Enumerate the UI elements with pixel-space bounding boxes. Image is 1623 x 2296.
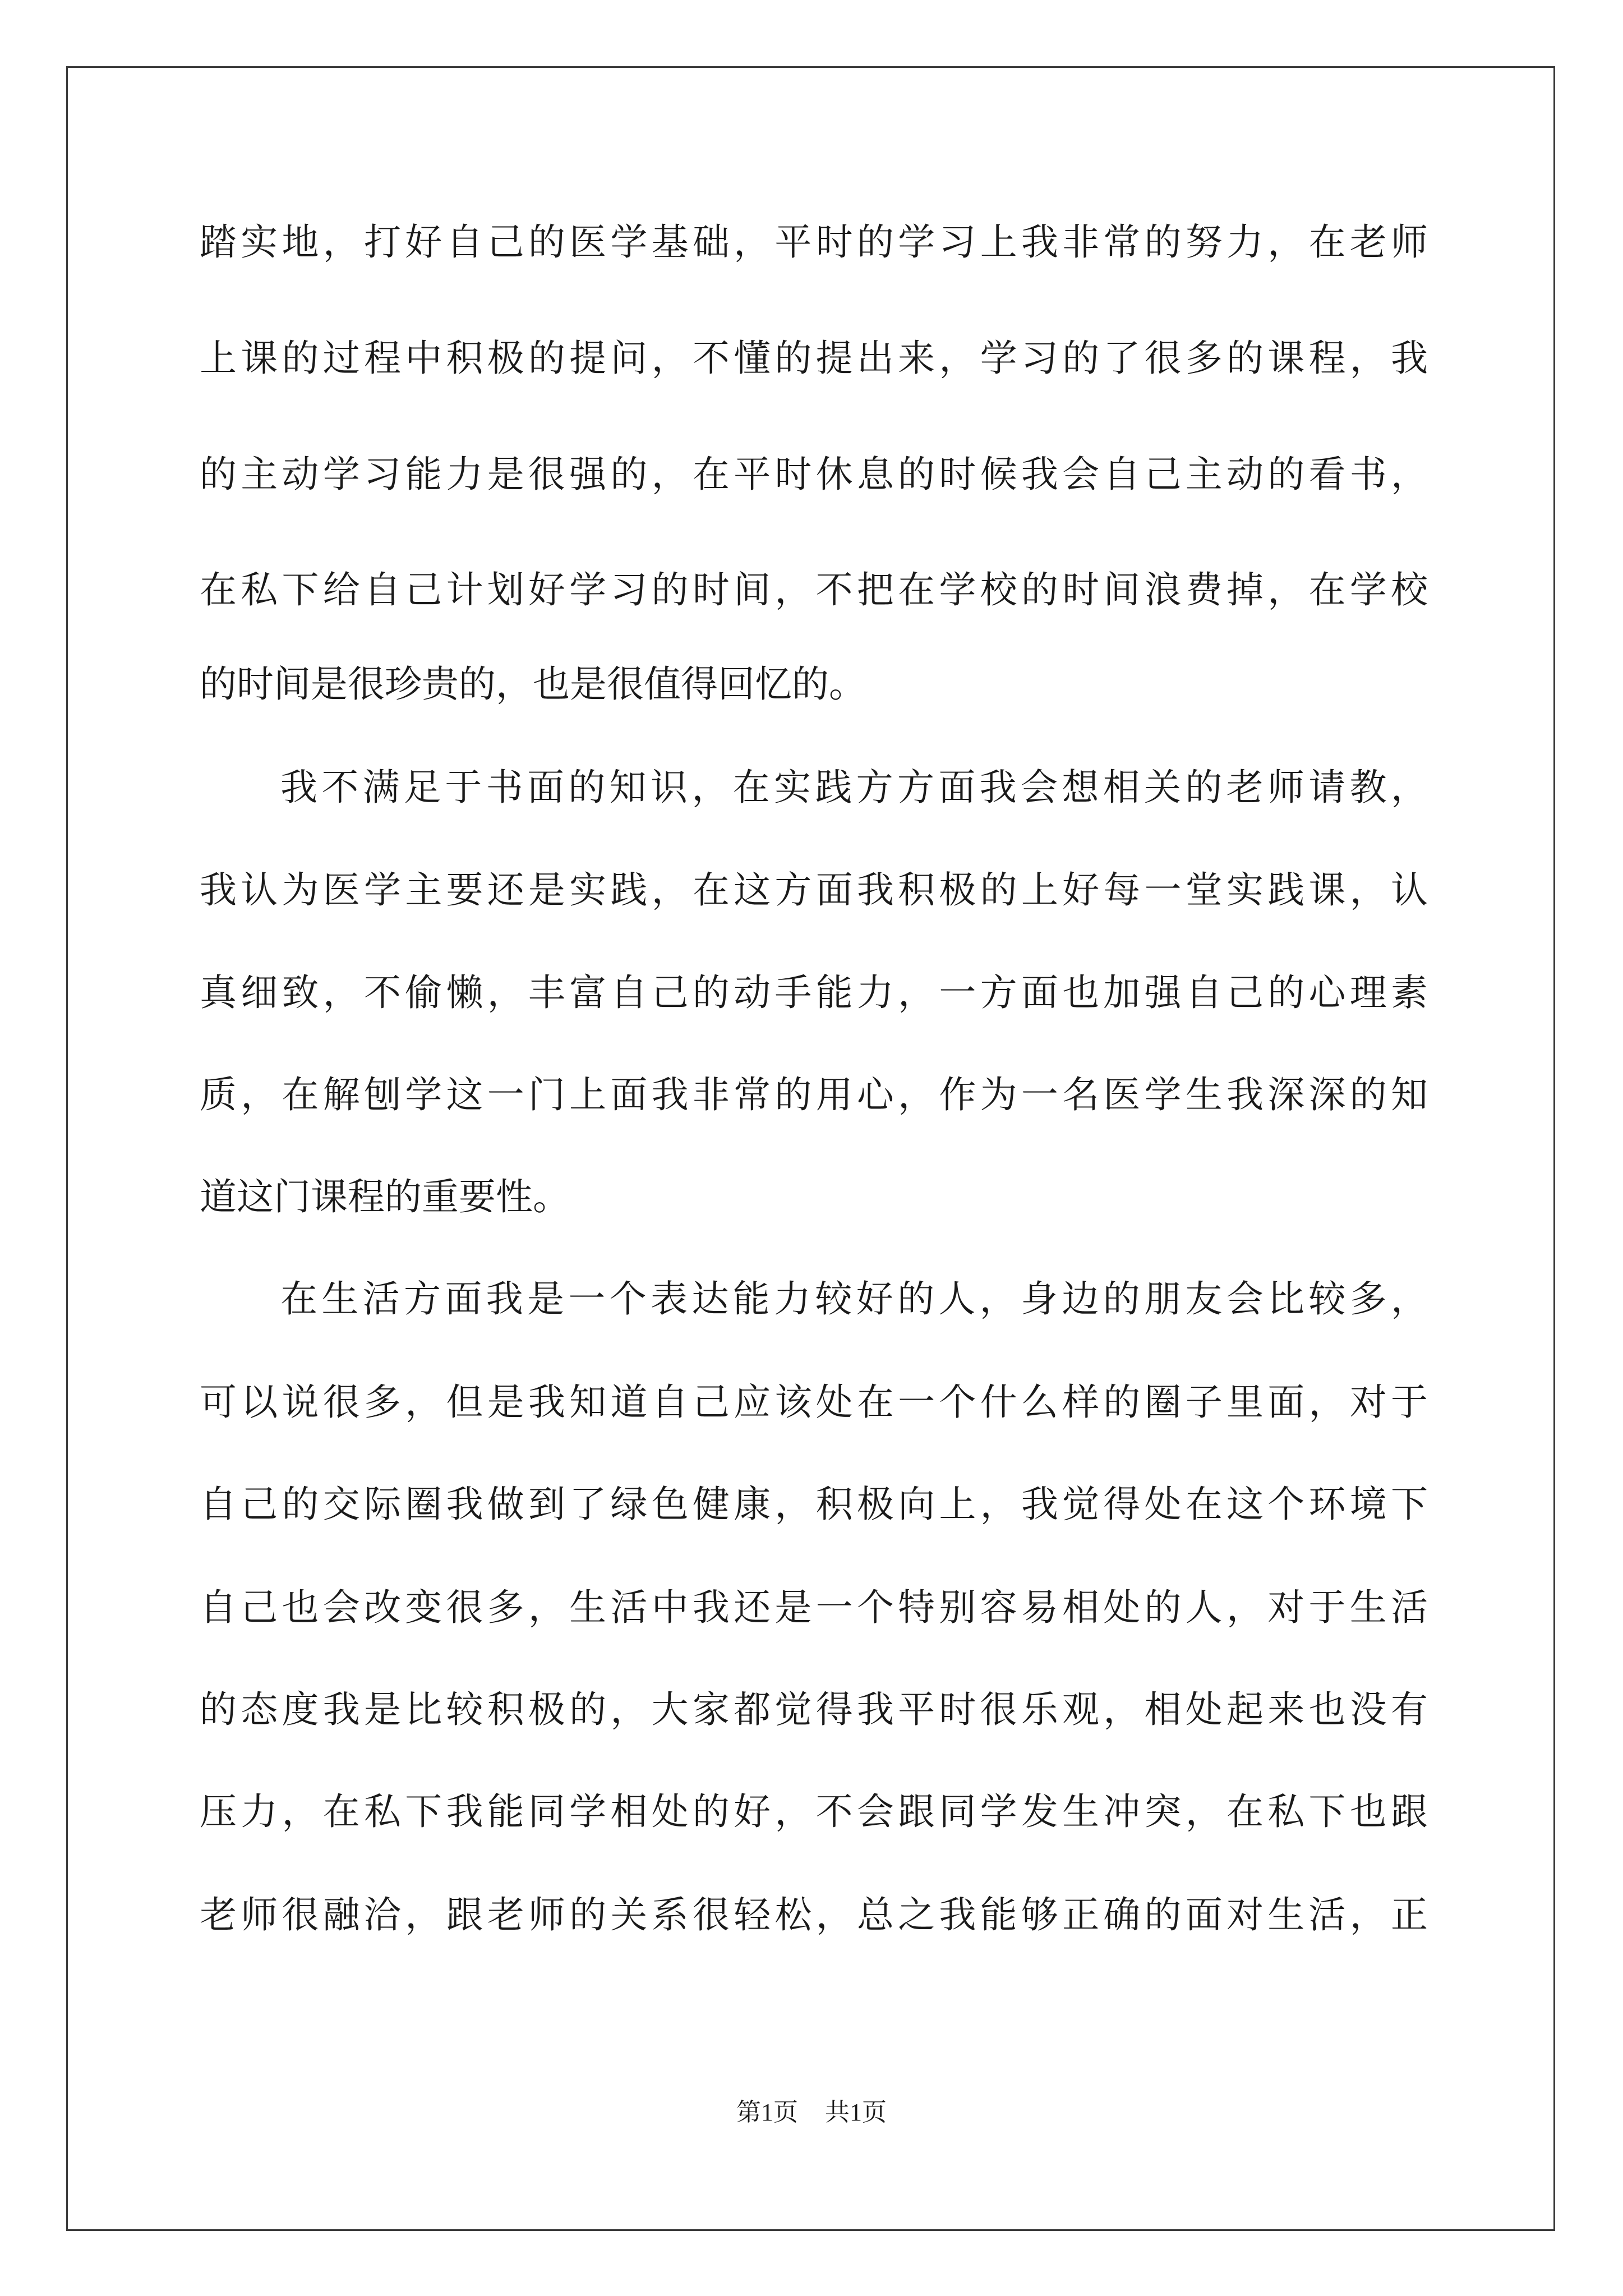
text-line: 压力，在私下我能同学相处的好，不会跟同学发生冲突，在私下也跟 (200, 1790, 1428, 1833)
text-line: 的态度我是比较积极的，大家都觉得我平时很乐观，相处起来也没有 (200, 1688, 1428, 1731)
text-line: 质，在解刨学这一门上面我非常的用心，作为一名医学生我深深的知 (200, 1073, 1428, 1116)
page-total: 共1页 (825, 2099, 887, 2126)
text-line: 真细致，不偷懒，丰富自己的动手能力，一方面也加强自己的心理素 (200, 971, 1428, 1014)
text-line: 我认为医学主要还是实践，在这方面我积极的上好每一堂实践课，认 (200, 868, 1428, 912)
text-line: 老师很融洽，跟老师的关系很轻松，总之我能够正确的面对生活，正 (200, 1893, 1428, 1936)
page-footer (0, 2097, 1623, 2128)
page-number: 第1页 (736, 2099, 798, 2126)
text-line: 在私下给自己计划好学习的时间，不把在学校的时间浪费掉，在学校 (200, 568, 1428, 611)
text-line: 自己的交际圈我做到了绿色健康，积极向上，我觉得处在这个环境下 (200, 1483, 1428, 1526)
text-line: 的主动学习能力是很强的，在平时休息的时候我会自己主动的看书， (200, 453, 1428, 496)
paragraph-first-line: 我不满足于书面的知识，在实践方方面我会想相关的老师请教， (280, 766, 1428, 809)
text-line: 自己也会改变很多，生活中我还是一个特别容易相处的人，对于生活 (200, 1586, 1428, 1629)
text-line: 踏实地，打好自己的医学基础，平时的学习上我非常的努力，在老师 (200, 220, 1428, 264)
text-line: 可以说很多，但是我知道自己应该处在一个什么样的圈子里面，对于 (200, 1381, 1428, 1424)
text-line: 道这门课程的重要性。 (200, 1175, 570, 1218)
text-line: 上课的过程中积极的提问，不懂的提出来，学习的了很多的课程，我 (200, 337, 1428, 380)
text-line: 的时间是很珍贵的，也是很值得回忆的。 (200, 662, 866, 706)
paragraph-first-line: 在生活方面我是一个表达能力较好的人，身边的朋友会比较多， (280, 1277, 1428, 1320)
